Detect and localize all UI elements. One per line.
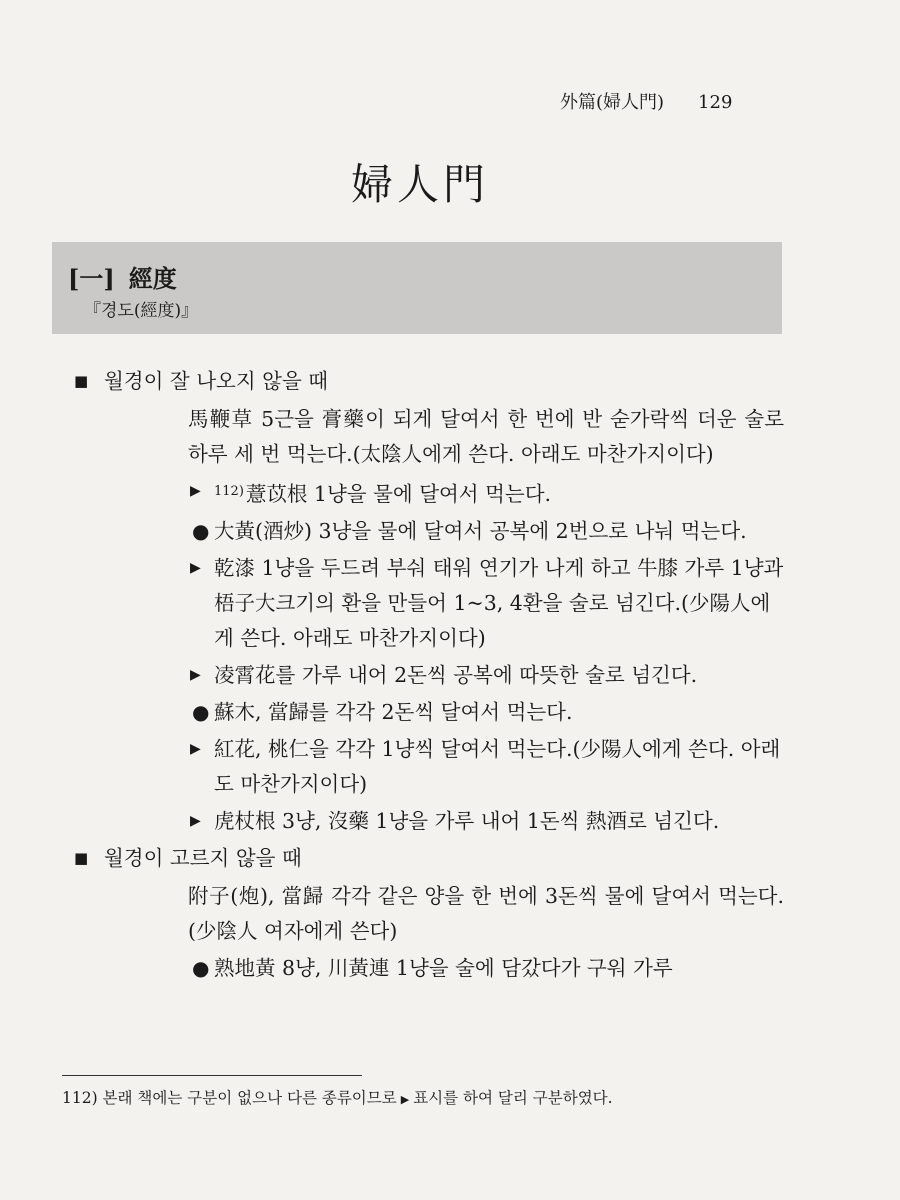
triangle-marker-icon: ▶ (190, 813, 201, 829)
running-head (560, 88, 732, 114)
triangle-marker-icon: ▶ (190, 741, 201, 757)
section-number: [一] (68, 264, 115, 293)
dot-marker-icon: ● (192, 956, 210, 980)
dot-marker-icon: ● (192, 700, 210, 724)
list-item-text: 虎杖根 3냥, 沒藥 1냥을 가루 내어 1돈씩 熱酒로 넘긴다. (214, 809, 720, 833)
list-item (190, 804, 784, 839)
triangle-marker-icon: ▶ (400, 1093, 410, 1106)
list-item-text: 薏苡根 1냥을 물에 달여서 먹는다. (245, 482, 552, 506)
subheading-irregular-cycle (64, 841, 784, 875)
triangle-marker-icon: ▶ (190, 560, 201, 576)
section-subtitle: 『경도(經度)』 (84, 301, 199, 321)
running-head-title: 外篇(婦人門) (560, 92, 665, 113)
list-item (190, 551, 784, 656)
subheading-irregular-flow (64, 364, 784, 398)
list-item (190, 732, 784, 802)
list-item-text: 熟地黃 8냥, 川黃連 1냥을 술에 담갔다가 구워 가루 (214, 956, 673, 980)
footnote-text-post: 표시를 하여 달리 구분하였다. (413, 1089, 613, 1107)
section-title (68, 259, 177, 294)
dot-marker-icon: ● (192, 519, 210, 543)
list-item (192, 514, 784, 549)
body-text (64, 364, 784, 988)
prescription-paragraph: 馬鞭草 5근을 膏藥이 되게 달여서 한 번에 반 숟가락씩 더운 술로 하루 세 번 먹는다.(太陰人에게 쓴다. 아래도 마찬가지이다) (188, 407, 784, 466)
list-item (190, 658, 784, 693)
triangle-marker-icon: ▶ (190, 483, 201, 499)
list-item (192, 951, 784, 986)
square-bullet-icon: ■ (74, 372, 89, 390)
subheading-text: 월경이 잘 나오지 않을 때 (104, 369, 329, 393)
triangle-marker-icon: ▶ (190, 667, 201, 683)
square-bullet-icon: ■ (74, 849, 89, 867)
footnote-text-pre: 112) 본래 책에는 구분이 없으나 다른 종류이므로 (62, 1089, 397, 1107)
list-item-text: 凌霄花를 가루 내어 2돈씩 공복에 따뜻한 술로 넘긴다. (214, 663, 698, 687)
footnote-divider (62, 1075, 362, 1076)
chapter-title: 婦人門 (350, 160, 489, 209)
footnote (62, 1086, 772, 1108)
subheading-text: 월경이 고르지 않을 때 (104, 846, 302, 870)
footnote-ref: 112) (214, 484, 244, 499)
page-number: 129 (698, 92, 733, 113)
prescription-paragraph: 附子(炮), 當歸 각각 같은 양을 한 번에 3돈씩 물에 달여서 먹는다.(少陰人 여자에게 쓴다) (188, 884, 784, 943)
section-title-text: 經度 (128, 264, 177, 293)
list-item-text: 乾漆 1냥을 두드려 부숴 태워 연기가 나게 하고 牛膝 가루 1냥과 梧子大크기의 환을 만들어 1~3, 4환을 술로 넘긴다.(少陽人에게 쓴다. 아래도 마찬가지이다) (214, 556, 784, 650)
list-item (190, 474, 784, 512)
list-item (192, 695, 784, 730)
list-item-text: 紅花, 桃仁을 각각 1냥씩 달여서 먹는다.(少陽人에게 쓴다. 아래도 마찬가지이다) (214, 737, 781, 796)
list-item-text: 大黃(酒炒) 3냥을 물에 달여서 공복에 2번으로 나눠 먹는다. (214, 519, 747, 543)
list-item-text: 蘇木, 當歸를 각각 2돈씩 달여서 먹는다. (214, 700, 573, 724)
